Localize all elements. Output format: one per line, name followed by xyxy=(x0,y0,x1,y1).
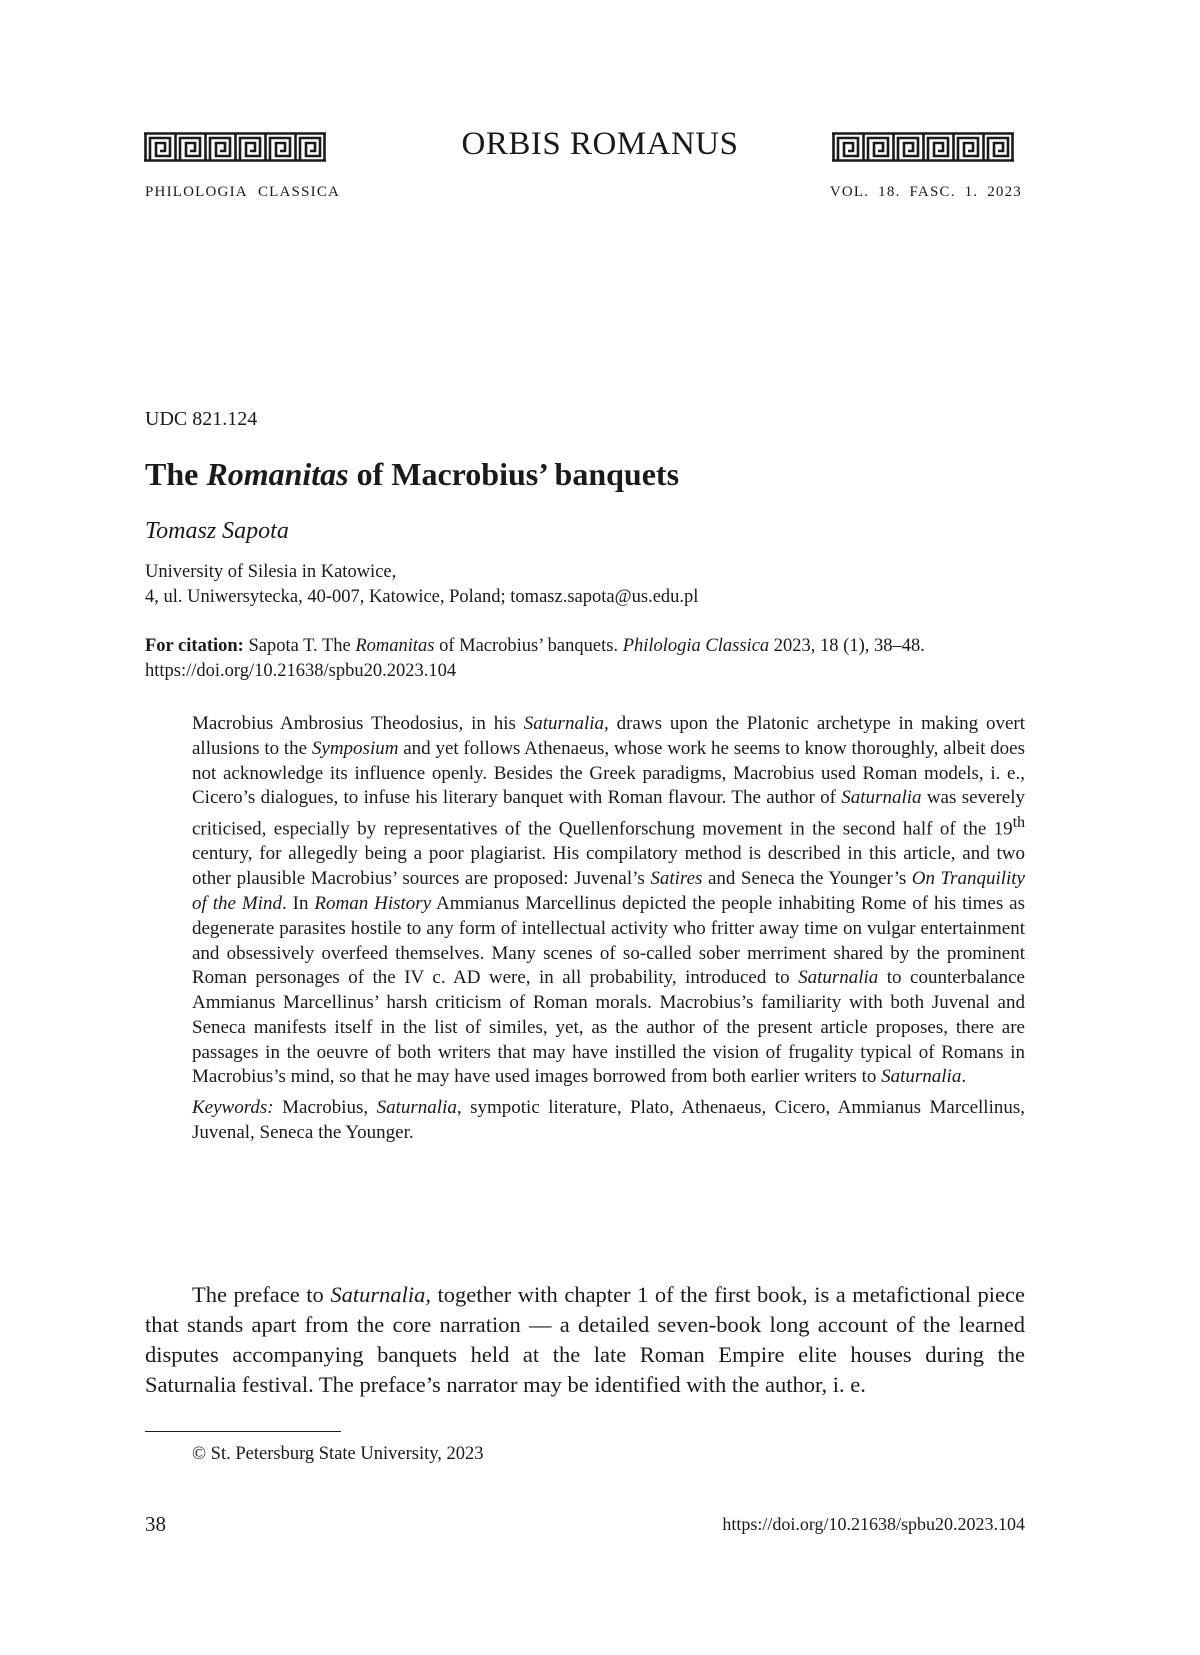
citation-doi[interactable]: https://doi.org/10.21638/spbu20.2023.104 xyxy=(145,661,457,681)
keywords-label: Keywords: xyxy=(192,1097,274,1119)
abstract-text: Macrobius Ambrosius Theodosius, in his Saturnalia, draws upon the Platonic archetype in making overt allusions to the Symposium and yet follows Athenaeus, whose work he seems to know thoroughly, albeit does not acknowledge its influence openly. Besides the Greek paradigms, Macrobius used Roman models, i. e., Cicero’s dialogues, to infuse his literary banquet with Roman flavour. The author of Saturnalia was severely criticised, especially by representatives of the Quellenforschung movement in the second half of the 19th century, for allegedly being a poor plagiarist. His compilatory method is described in this article, and two other plausible Macrobius’ sources are proposed: Juvenal’s Satires and Seneca the Younger’s On Tranquility of the Mind. In Roman History Ammianus Marcellinus depicted the people inhabiting Rome of his times as degenerate parasites hostile to any form of intellectual activity who fritter away time on vulgar entertainment and obsessively overfeed themselves. Many scenes of so-called sober merriment shared by the prominent Roman personages of the IV c. AD were, in all probability, introduced to Saturnalia to counterbalance Ammianus Marcellinus’ harsh criticism of Roman morals. Macrobius’s familiarity with both Juvenal and Seneca manifests itself in the list of similes, yet, as the author of the present article proposes, there are passages in the oeuvre of both writers that may have instilled the vision of frugality typical of Romans in Macrobius’s mind, so that he may have used images borrowed from both earlier writers to Saturnalia. xyxy=(192,713,1025,1088)
keywords: Keywords: Macrobius, Saturnalia, sympotic literature, Plato, Athenaeus, Cicero, Ammianus Marcellinus, Juvenal, Seneca the Younger. xyxy=(192,1097,1025,1144)
volume-info: VOL. 18. FASC. 1. 2023 xyxy=(829,184,1022,200)
udc-code: UDC 821.124 xyxy=(145,408,258,430)
greek-key-meander-icon xyxy=(832,132,1014,162)
body-paragraph: The preface to Saturnalia, together with chapter 1 of the first book, is a metafictional piece that stands apart from the core narration — a detailed seven-book long account of the learned disputes accompanying banquets held at the late Roman Empire elite houses during the Saturnalia festival. The preface’s narrator may be identified with the author, i. e. xyxy=(145,1282,1025,1397)
copyright-note: © St. Petersburg State University, 2023 xyxy=(192,1444,484,1464)
abstract xyxy=(192,712,1025,1146)
journal-title: ORBIS ROMANUS xyxy=(461,126,739,162)
series-name: PHILOLOGIA CLASSICA xyxy=(145,184,341,200)
citation-line: For citation: Sapota T. The Romanitas of Macrobius’ banquets. Philologia Classica 2023, 18 (1), 38–48. xyxy=(145,636,925,656)
author-name: Tomasz Sapota xyxy=(145,518,289,544)
footer-doi-link[interactable]: https://doi.org/10.21638/spbu20.2023.104 xyxy=(722,1514,1025,1534)
footnote-divider xyxy=(145,1431,341,1432)
article-title: The Romanitas of Macrobius’ banquets xyxy=(145,456,680,492)
citation-label: For citation: xyxy=(145,636,244,656)
author-affiliation xyxy=(145,560,698,610)
citation-block xyxy=(145,634,1025,684)
page-number: 38 xyxy=(145,1512,166,1536)
affiliation-line: University of Silesia in Katowice, xyxy=(145,562,397,582)
affiliation-address: 4, ul. Uniwersytecka, 40-007, Katowice, Poland; tomasz.sapota@us.edu.pl xyxy=(145,587,699,607)
